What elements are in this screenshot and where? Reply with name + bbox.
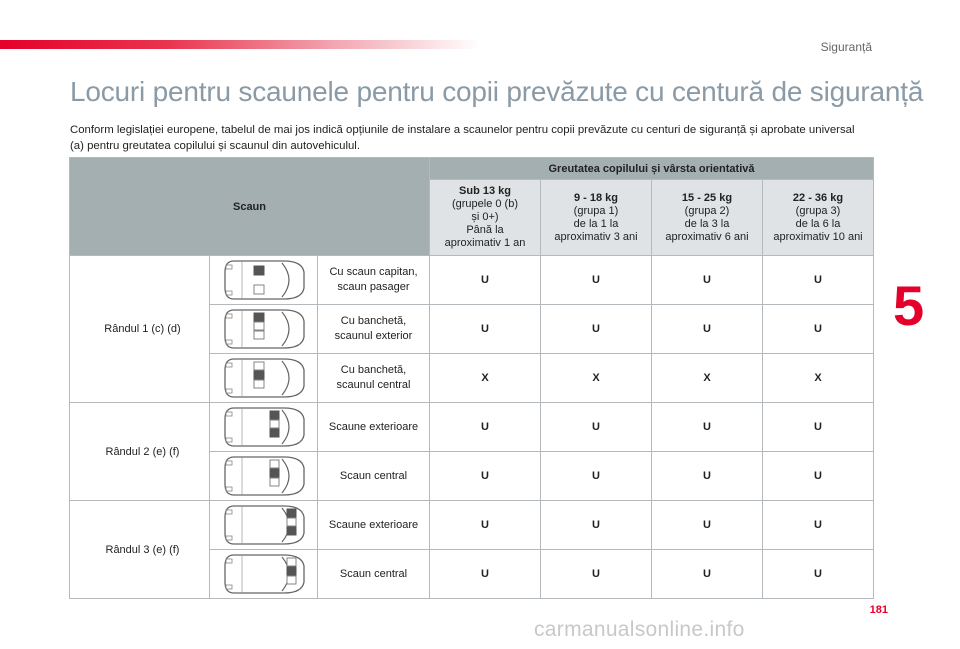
row-label: Rândul 2 (e) (f): [70, 403, 210, 501]
value-cell: U: [763, 452, 874, 501]
weight-column-header: 9 - 18 kg (grupa 1) de la 1 la aproximativ 3 ani: [541, 180, 652, 256]
seat-position-label: Scaun central: [318, 550, 430, 599]
value-cell: X: [430, 354, 541, 403]
section-name: Siguranță: [820, 40, 872, 54]
value-cell: U: [763, 256, 874, 305]
row-label: Rândul 3 (e) (f): [70, 501, 210, 599]
seat-position-label: Cu banchetă, scaunul central: [318, 354, 430, 403]
table-row: [70, 256, 874, 305]
chapter-number: 5: [893, 274, 925, 337]
value-cell: U: [652, 256, 763, 305]
chapter-color-bar: [0, 40, 480, 49]
value-cell: U: [763, 403, 874, 452]
value-cell: U: [652, 550, 763, 599]
table-row: [70, 403, 874, 452]
car-seat-diagram-icon: [210, 403, 318, 452]
value-cell: U: [430, 501, 541, 550]
car-seat-diagram-icon: [210, 354, 318, 403]
value-cell: U: [430, 256, 541, 305]
seat-position-label: Scaune exterioare: [318, 501, 430, 550]
value-cell: X: [541, 354, 652, 403]
value-cell: U: [541, 305, 652, 354]
seat-position-label: Scaun central: [318, 452, 430, 501]
value-cell: U: [763, 501, 874, 550]
car-seat-diagram-icon: [210, 256, 318, 305]
seat-position-label: Scaune exterioare: [318, 403, 430, 452]
seat-header: Scaun: [70, 158, 430, 256]
intro-paragraph: Conform legislației europene, tabelul de mai jos indică opțiunile de instalare a scaunelor pentru copii prevăzute cu centuri de siguranță și aprobate universal (a) pentru greutatea copilului și scaunul din autovehiculul.: [70, 124, 855, 152]
value-cell: X: [652, 354, 763, 403]
value-cell: X: [763, 354, 874, 403]
car-seat-diagram-icon: [210, 452, 318, 501]
table-header-row: [70, 158, 874, 180]
value-cell: U: [652, 305, 763, 354]
value-cell: U: [430, 452, 541, 501]
value-cell: U: [652, 501, 763, 550]
value-cell: U: [430, 550, 541, 599]
row-label: Rândul 1 (c) (d): [70, 256, 210, 403]
table-row: [70, 501, 874, 550]
watermark: carmanualsonline.info: [534, 618, 745, 641]
value-cell: U: [652, 403, 763, 452]
weight-column-header: 15 - 25 kg (grupa 2) de la 3 la aproximativ 6 ani: [652, 180, 763, 256]
car-seat-diagram-icon: [210, 501, 318, 550]
value-cell: U: [541, 501, 652, 550]
value-cell: U: [763, 550, 874, 599]
value-cell: U: [430, 305, 541, 354]
value-cell: U: [763, 305, 874, 354]
car-seat-diagram-icon: [210, 305, 318, 354]
seat-position-label: Cu scaun capitan, scaun pasager: [318, 256, 430, 305]
value-cell: U: [541, 256, 652, 305]
child-seat-table: [69, 157, 874, 599]
value-cell: U: [541, 403, 652, 452]
value-cell: U: [430, 403, 541, 452]
value-cell: U: [652, 452, 763, 501]
group-header: Greutatea copilului și vârsta orientativă: [430, 158, 874, 180]
weight-column-header: Sub 13 kg (grupele 0 (b) și 0+) Până la aproximativ 1 an: [430, 180, 541, 256]
weight-column-header: 22 - 36 kg (grupa 3) de la 6 la aproximativ 10 ani: [763, 180, 874, 256]
value-cell: U: [541, 452, 652, 501]
seat-position-label: Cu banchetă, scaunul exterior: [318, 305, 430, 354]
page-title: Locuri pentru scaunele pentru copii prevăzute cu centură de siguranță: [70, 76, 924, 107]
car-seat-diagram-icon: [210, 550, 318, 599]
page-number: 181: [869, 604, 888, 616]
value-cell: U: [541, 550, 652, 599]
